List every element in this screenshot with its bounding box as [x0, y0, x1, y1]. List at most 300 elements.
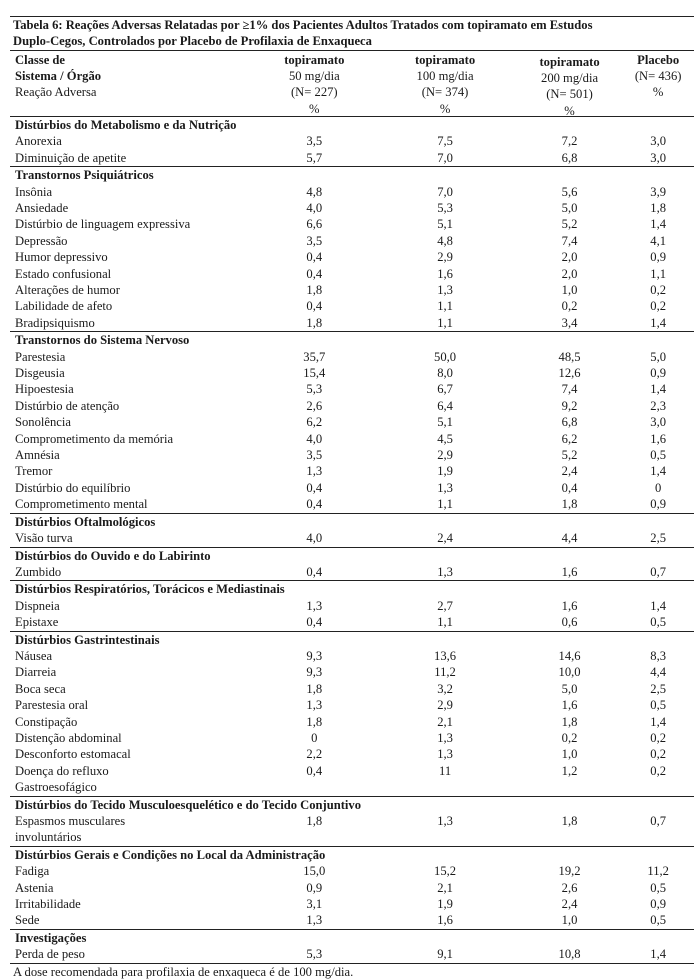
- value-placebo: 0,5: [650, 880, 667, 895]
- reaction-label: Estado confusional: [15, 266, 112, 281]
- reaction-cell: [10, 648, 255, 664]
- table-section: [10, 117, 694, 166]
- value-topiramato-100: 5,3: [437, 201, 453, 215]
- table-row: [10, 598, 694, 614]
- value-topiramato-200: 5,0: [561, 201, 578, 215]
- value-topiramato-100: 1,9: [437, 464, 453, 479]
- reaction-cell: [10, 298, 255, 314]
- value-topiramato-200: 1,0: [561, 747, 578, 762]
- value-topiramato-100: 1,1: [437, 299, 453, 314]
- reaction-label: Diarreia: [15, 665, 57, 680]
- value-topiramato-50: 0,4: [306, 266, 323, 281]
- value-topiramato-200: 0,6: [561, 615, 578, 630]
- value-placebo: 3,0: [650, 150, 667, 165]
- value-placebo: 0,7: [650, 813, 667, 828]
- reaction-cell: [10, 365, 255, 381]
- table-header: [10, 51, 694, 116]
- section-title: Distúrbios Gastrintestinais: [15, 632, 160, 647]
- reaction-cell: [10, 184, 255, 200]
- table-row: [10, 912, 694, 928]
- table-section: [10, 631, 694, 796]
- reaction-cell: [10, 746, 255, 762]
- value-topiramato-100: 2,7: [437, 598, 453, 613]
- reaction-cell: [10, 730, 255, 746]
- table-row: [10, 863, 694, 879]
- header-col-topiramato-50: [255, 52, 373, 116]
- reaction-cell: [10, 200, 255, 216]
- value-topiramato-50: 0,4: [306, 615, 323, 630]
- value-placebo: 0,9: [650, 366, 667, 381]
- table-row: [10, 496, 694, 512]
- reaction-cell: [10, 614, 255, 630]
- value-topiramato-50: 1,8: [306, 315, 323, 330]
- value-topiramato-100: 2,4: [437, 531, 453, 546]
- table-row: [10, 614, 694, 630]
- reaction-cell: [10, 714, 255, 730]
- reaction-cell: [10, 697, 255, 713]
- reaction-label: Bradipsiquismo: [15, 315, 95, 330]
- table-row: [10, 349, 694, 365]
- value-placebo: 1,4: [650, 315, 667, 330]
- value-placebo: 1,1: [650, 266, 667, 281]
- reaction-label: Boca seca: [15, 681, 66, 696]
- reaction-label: Insônia: [15, 184, 53, 199]
- reaction-label: Distenção abdominal: [15, 730, 122, 745]
- header-col-50-drug: topiramato: [284, 53, 345, 67]
- value-placebo: 0,5: [650, 913, 667, 928]
- table-row: [10, 697, 694, 713]
- reaction-cell: [10, 233, 255, 249]
- value-topiramato-50: 0,4: [306, 480, 323, 495]
- value-topiramato-50: 4,0: [306, 201, 323, 215]
- reaction-label: Labilidade de afeto: [15, 299, 113, 314]
- value-placebo: 4,1: [650, 233, 667, 248]
- table-row: [10, 414, 694, 430]
- table-row: [10, 763, 694, 796]
- value-placebo: 3,0: [650, 134, 667, 149]
- value-topiramato-50: 0,4: [306, 299, 323, 314]
- value-topiramato-50: 0,4: [306, 497, 323, 512]
- value-topiramato-50: 4,8: [306, 184, 323, 199]
- value-placebo: 8,3: [650, 648, 667, 663]
- value-placebo: 3,0: [650, 415, 667, 430]
- reaction-label: Zumbido: [15, 564, 62, 579]
- value-topiramato-200: 1,6: [561, 698, 578, 713]
- reaction-cell: [10, 896, 255, 912]
- reaction-label: Distúrbio de atenção: [15, 398, 120, 413]
- value-topiramato-50: 9,3: [306, 648, 323, 663]
- reaction-label: Epistaxe: [15, 615, 59, 630]
- value-topiramato-100: 50,0: [434, 349, 457, 364]
- header-col-50-dose: 50 mg/dia: [288, 69, 340, 84]
- reaction-cell: [10, 431, 255, 447]
- value-topiramato-100: 2,1: [437, 880, 453, 895]
- value-topiramato-200: 14,6: [558, 648, 581, 663]
- header-col-100-drug: topiramato: [414, 53, 476, 67]
- value-topiramato-50: 3,5: [306, 233, 323, 248]
- header-col-class-line-2: Sistema / Órgão: [15, 69, 102, 84]
- value-topiramato-200: 10,8: [558, 947, 581, 962]
- value-topiramato-100: 5,1: [437, 217, 453, 232]
- value-topiramato-100: 6,7: [437, 382, 453, 397]
- section-title: Investigações: [15, 930, 87, 945]
- value-topiramato-50: 0: [311, 730, 318, 745]
- value-placebo: 0,9: [650, 497, 667, 512]
- value-topiramato-200: 7,4: [561, 382, 578, 397]
- value-topiramato-100: 2,1: [437, 714, 453, 729]
- header-col-class-line-1: Classe de: [15, 53, 66, 67]
- value-topiramato-200: 9,2: [561, 398, 578, 413]
- table-row: [10, 216, 694, 232]
- table-row: [10, 946, 694, 962]
- value-topiramato-200: 1,8: [561, 714, 578, 729]
- reaction-label: Visão turva: [15, 531, 73, 546]
- value-topiramato-200: 2,4: [561, 896, 578, 911]
- header-col-100-unit: %: [439, 101, 451, 116]
- reaction-label: Parestesia: [15, 349, 66, 364]
- reaction-cell: [10, 463, 255, 479]
- reaction-cell: [10, 880, 255, 896]
- table-title-line-1: Tabela 6: Reações Adversas Relatadas por ≥1% dos Pacientes Adultos Tratados com topiramato em Estudos: [13, 18, 593, 32]
- reaction-cell: [10, 763, 255, 796]
- reaction-label: Doença do refluxo: [15, 763, 109, 778]
- value-placebo: 0,5: [650, 448, 667, 463]
- value-placebo: 4,4: [650, 665, 667, 680]
- value-topiramato-50: 2,2: [306, 747, 323, 762]
- table-row: [10, 730, 694, 746]
- value-topiramato-200: 2,0: [561, 250, 578, 265]
- value-topiramato-200: 5,2: [561, 448, 578, 463]
- table-row: [10, 463, 694, 479]
- reaction-label: Fadiga: [15, 864, 50, 879]
- table-row: [10, 184, 694, 200]
- reaction-cell: [10, 282, 255, 298]
- adverse-reactions-table: [10, 16, 694, 980]
- value-topiramato-200: 0,2: [561, 299, 578, 314]
- value-placebo: 1,4: [650, 598, 667, 613]
- table-row: [10, 266, 694, 282]
- reaction-cell: [10, 447, 255, 463]
- table-row: [10, 381, 694, 397]
- value-placebo: 3,9: [650, 184, 667, 199]
- table-footnote: A dose recomendada para profilaxia de enxaqueca é de 100 mg/dia.: [13, 964, 354, 979]
- reaction-cell: [10, 133, 255, 149]
- table-section: [10, 513, 694, 547]
- value-topiramato-50: 0,9: [306, 880, 323, 895]
- value-topiramato-50: 3,5: [306, 448, 323, 463]
- value-topiramato-50: 5,7: [306, 150, 323, 165]
- table-row: [10, 233, 694, 249]
- reaction-label: Diminuição de apetite: [15, 150, 127, 165]
- value-topiramato-50: 1,8: [306, 283, 323, 298]
- value-placebo: 5,0: [650, 349, 667, 364]
- value-topiramato-200: 0,4: [561, 480, 578, 495]
- value-topiramato-100: 1,3: [437, 564, 453, 579]
- reaction-label: Depressão: [15, 233, 68, 248]
- value-placebo: 0,2: [650, 747, 667, 762]
- header-col-200-drug: topiramato: [539, 55, 600, 69]
- value-topiramato-50: 3,1: [306, 896, 323, 911]
- value-topiramato-100: 1,1: [437, 315, 453, 330]
- value-topiramato-200: 6,2: [561, 431, 578, 446]
- reaction-label: Distúrbio de linguagem expressiva: [15, 217, 191, 232]
- value-placebo: 1,4: [650, 714, 667, 729]
- value-placebo: 0,2: [650, 763, 667, 778]
- value-topiramato-100: 5,1: [437, 415, 453, 430]
- header-col-class-line-3: Reação Adversa: [15, 85, 97, 100]
- reaction-label: Sonolência: [15, 415, 71, 430]
- value-placebo: 0,5: [650, 615, 667, 630]
- value-topiramato-100: 2,9: [437, 698, 453, 713]
- value-placebo: 0,5: [650, 698, 667, 713]
- header-col-200-dose: 200 mg/dia: [541, 71, 599, 86]
- table-row: [10, 480, 694, 496]
- value-topiramato-50: 6,2: [306, 415, 323, 430]
- value-topiramato-200: 2,4: [561, 464, 578, 479]
- section-title: Transtornos do Sistema Nervoso: [15, 333, 190, 348]
- value-placebo: 2,3: [650, 398, 667, 413]
- reaction-label: Desconforto estomacal: [15, 747, 131, 762]
- value-topiramato-200: 12,6: [558, 366, 581, 381]
- value-placebo: 1,4: [650, 464, 667, 479]
- table-section: [10, 547, 694, 581]
- value-topiramato-200: 1,0: [561, 283, 578, 298]
- value-placebo: 0,9: [650, 250, 667, 265]
- value-topiramato-100: 1,3: [437, 730, 453, 745]
- value-topiramato-100: 2,9: [437, 250, 453, 265]
- table-body: [10, 117, 694, 963]
- reaction-label: Comprometimento da memória: [15, 431, 174, 446]
- section-title: Distúrbios do Ouvido e do Labirinto: [15, 548, 211, 563]
- value-topiramato-50: 2,6: [306, 398, 323, 413]
- header-col-topiramato-100: [373, 52, 516, 116]
- reaction-cell: [10, 349, 255, 365]
- header-col-100-dose: 100 mg/dia: [416, 69, 474, 84]
- value-topiramato-100: 8,0: [437, 366, 453, 381]
- reaction-cell: [10, 530, 255, 546]
- table-row: [10, 298, 694, 314]
- reaction-label: Distúrbio do equilíbrio: [15, 480, 131, 495]
- value-topiramato-100: 15,2: [434, 864, 457, 879]
- value-topiramato-200: 6,8: [561, 415, 578, 430]
- value-topiramato-50: 4,0: [306, 431, 323, 446]
- reaction-label: Perda de peso: [15, 947, 85, 962]
- header-col-50-n: (N= 227): [290, 85, 338, 100]
- value-topiramato-200: 6,8: [561, 150, 578, 165]
- table-row: [10, 746, 694, 762]
- table-section: [10, 846, 694, 929]
- value-topiramato-200: 1,8: [561, 813, 578, 828]
- table-section: [10, 166, 694, 331]
- value-topiramato-50: 5,3: [306, 382, 323, 397]
- table-row: [10, 664, 694, 680]
- value-topiramato-100: 1,1: [437, 615, 453, 630]
- value-topiramato-100: 13,6: [434, 648, 457, 663]
- table-row: [10, 564, 694, 580]
- value-placebo: 1,6: [650, 431, 667, 446]
- value-topiramato-200: 2,0: [561, 266, 578, 281]
- value-topiramato-50: 1,3: [306, 913, 323, 928]
- value-topiramato-200: 7,4: [561, 233, 578, 248]
- reaction-label: Dispneia: [15, 598, 60, 613]
- section-title: Transtornos Psiquiátricos: [15, 168, 154, 183]
- section-title: Distúrbios do Metabolismo e da Nutrição: [15, 118, 237, 132]
- value-topiramato-50: 6,6: [306, 217, 323, 232]
- header-col-placebo: [622, 52, 694, 116]
- reaction-cell: [10, 946, 255, 962]
- table-row: [10, 813, 694, 846]
- value-topiramato-50: 15,4: [303, 366, 326, 381]
- value-topiramato-200: 1,0: [561, 913, 578, 928]
- table-row: [10, 530, 694, 546]
- value-topiramato-100: 1,3: [437, 747, 453, 762]
- value-topiramato-50: 4,0: [306, 531, 323, 546]
- reaction-cell: [10, 150, 255, 166]
- value-placebo: 1,4: [650, 217, 667, 232]
- reaction-cell: [10, 813, 255, 846]
- table-row: [10, 398, 694, 414]
- reaction-label: Parestesia oral: [15, 698, 89, 713]
- reaction-cell: [10, 912, 255, 928]
- table-row: [10, 315, 694, 331]
- reaction-label-continued: involuntários: [15, 830, 82, 845]
- table-row: [10, 681, 694, 697]
- value-topiramato-200: 5,2: [561, 217, 578, 232]
- value-topiramato-100: 11,2: [434, 665, 456, 680]
- reaction-cell: [10, 480, 255, 496]
- value-topiramato-200: 1,2: [561, 763, 578, 778]
- value-placebo: 0,2: [650, 299, 667, 314]
- section-title: Distúrbios do Tecido Musculoesquelético e do Tecido Conjuntivo: [15, 797, 362, 812]
- reaction-cell: [10, 381, 255, 397]
- header-col-200-n: (N= 501): [546, 87, 593, 102]
- value-placebo: 0: [655, 480, 662, 495]
- value-topiramato-200: 5,0: [561, 681, 578, 696]
- value-topiramato-50: 5,3: [306, 947, 323, 962]
- value-placebo: 1,4: [650, 947, 667, 962]
- table-section: [10, 331, 694, 512]
- table-row: [10, 133, 694, 149]
- value-topiramato-100: 1,3: [437, 480, 453, 495]
- value-topiramato-50: 35,7: [303, 349, 326, 364]
- value-topiramato-200: 1,6: [561, 598, 578, 613]
- table-row: [10, 447, 694, 463]
- value-topiramato-100: 1,3: [437, 283, 453, 298]
- value-placebo: 0,9: [650, 896, 667, 911]
- value-topiramato-200: 0,2: [561, 730, 578, 745]
- value-topiramato-200: 5,6: [561, 184, 578, 199]
- value-topiramato-100: 7,0: [437, 150, 453, 165]
- value-topiramato-50: 0,4: [306, 763, 323, 778]
- value-topiramato-100: 4,8: [437, 233, 453, 248]
- reaction-label: Ansiedade: [15, 201, 69, 215]
- value-topiramato-50: 3,5: [306, 134, 323, 149]
- value-topiramato-100: 1,1: [437, 497, 453, 512]
- value-topiramato-50: 1,8: [306, 681, 323, 696]
- reaction-label: Náusea: [15, 648, 53, 663]
- value-topiramato-100: 3,2: [437, 681, 453, 696]
- value-topiramato-100: 1,3: [437, 813, 453, 828]
- value-topiramato-50: 0,4: [306, 250, 323, 265]
- header-col-topiramato-200: [517, 52, 623, 116]
- value-topiramato-200: 3,4: [561, 315, 578, 330]
- reaction-label: Espasmos musculares: [15, 813, 126, 828]
- reaction-cell: [10, 249, 255, 265]
- reaction-label: Anorexia: [15, 134, 62, 149]
- table-row: [10, 714, 694, 730]
- reaction-cell: [10, 564, 255, 580]
- reaction-label: Tremor: [15, 464, 53, 479]
- table-title: [10, 17, 694, 50]
- reaction-label: Sede: [15, 913, 40, 928]
- value-placebo: 0,7: [650, 564, 667, 579]
- table-section: [10, 929, 694, 963]
- reaction-cell: [10, 598, 255, 614]
- section-title: Distúrbios Respiratórios, Torácicos e Mediastinais: [15, 582, 285, 597]
- header-col-placebo-unit: %: [652, 85, 664, 100]
- header-col-100-n: (N= 374): [421, 85, 469, 100]
- value-topiramato-50: 0,4: [306, 564, 323, 579]
- reaction-label: Alterações de humor: [15, 283, 120, 298]
- section-title: Distúrbios Oftalmológicos: [15, 514, 156, 529]
- value-topiramato-100: 7,0: [437, 184, 453, 199]
- value-topiramato-200: 10,0: [558, 665, 581, 680]
- value-topiramato-200: 7,2: [561, 134, 578, 149]
- reaction-cell: [10, 496, 255, 512]
- value-placebo: 1,8: [650, 201, 667, 215]
- value-topiramato-100: 9,1: [437, 947, 453, 962]
- reaction-label: Disgeusia: [15, 366, 65, 381]
- table-row: [10, 431, 694, 447]
- value-topiramato-50: 9,3: [306, 665, 323, 680]
- table-section: [10, 796, 694, 846]
- value-topiramato-200: 4,4: [561, 531, 578, 546]
- reaction-label: Irritabilidade: [15, 896, 81, 911]
- value-topiramato-200: 2,6: [561, 880, 578, 895]
- value-topiramato-100: 6,4: [437, 398, 453, 413]
- reaction-label: Constipação: [15, 714, 78, 729]
- value-topiramato-50: 1,8: [306, 813, 323, 828]
- table-section: [10, 580, 694, 630]
- header-col-placebo-label: Placebo: [637, 53, 680, 67]
- section-title: Distúrbios Gerais e Condições no Local da Administração: [15, 847, 326, 862]
- header-col-class: [10, 52, 255, 116]
- value-topiramato-200: 1,8: [561, 497, 578, 512]
- value-topiramato-200: 19,2: [558, 864, 581, 879]
- value-topiramato-200: 1,6: [561, 564, 578, 579]
- reaction-cell: [10, 664, 255, 680]
- reaction-label: Hipoestesia: [15, 382, 74, 397]
- table-row: [10, 365, 694, 381]
- reaction-cell: [10, 315, 255, 331]
- value-topiramato-200: 48,5: [558, 349, 581, 364]
- value-topiramato-100: 4,5: [437, 431, 453, 446]
- table-row: [10, 880, 694, 896]
- value-topiramato-50: 1,8: [306, 714, 323, 729]
- header-col-200-unit: %: [564, 103, 575, 118]
- table-row: [10, 200, 694, 216]
- value-topiramato-100: 2,9: [437, 448, 453, 463]
- value-topiramato-100: 1,6: [437, 913, 453, 928]
- reaction-label: Astenia: [15, 880, 54, 895]
- value-topiramato-100: 11: [439, 763, 452, 778]
- value-placebo: 0,2: [650, 730, 667, 745]
- table-row: [10, 282, 694, 298]
- reaction-label: Amnésia: [15, 448, 60, 463]
- value-topiramato-100: 1,9: [437, 896, 453, 911]
- value-topiramato-100: 7,5: [437, 134, 453, 149]
- value-placebo: 2,5: [650, 531, 667, 546]
